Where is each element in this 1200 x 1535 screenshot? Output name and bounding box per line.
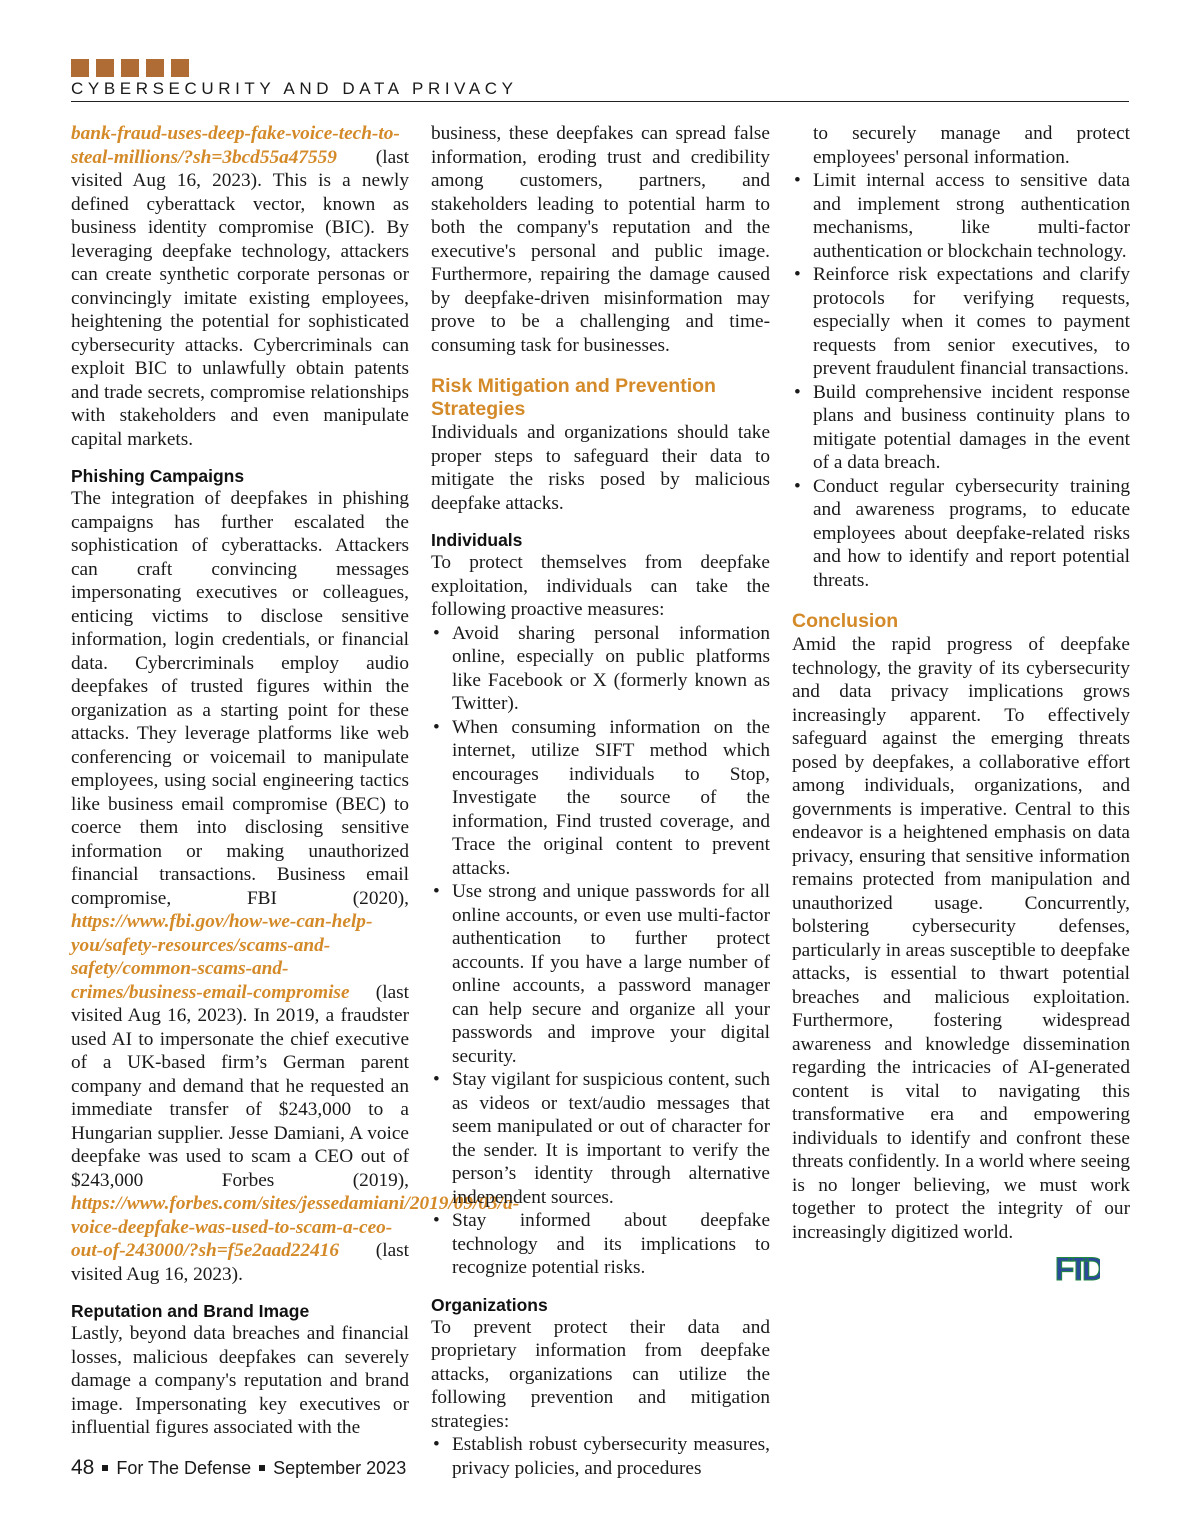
paragraph: Amid the rapid progress of deepfake technology, the gravity of its cybersecurity and data privacy implications grows increasingly apparent. To effectively safeguard against the emerging threats posed by deepfakes, a collaborative effort among individuals, organizations, and governments is imperative. Central to this endeavor is a heightened emphasis on data privacy, ensuring that sensitive information remains protected from manipulation and unauthorized usage. Concurrently, bolstering cybersecurity defenses, particularly in areas susceptible to deepfake attacks, is essential to thwart potential breaches and malicious exploitation. Furthermore, fostering widespread awareness and knowledge dissemination regarding the intricacies of AI-generated content is vital to navigating this transformative era and empowering individuals to identify and confront these threats confidently. In a world where seeing is no longer believing, we must work together to protect the integrity of our increasingly digitized world. [792,634,1130,1243]
paragraph: To prevent protect their data and proprietary information from deepfake attacks, organizations can utilize the following prevention and mitigation strategies: [431,1316,770,1432]
individuals-list [431,622,770,1280]
square-decoration [96,59,114,77]
list-item: • Avoid sharing personal information online, especially on public platforms like Facebook or X (formerly known as Twitter). [452,622,770,716]
heading-reputation: Reputation and Brand Image [71,1301,310,1321]
issue-date: September 2023 [273,1458,407,1478]
paragraph: To protect themselves from deepfake exploitation, individuals can take the following proactive measures: [431,552,770,620]
list-item-continued: to securely manage and protect employees' personal information. [813,123,1130,168]
bullet-separator [102,1465,108,1471]
list-item: • Limit internal access to sensitive data and implement strong authentication mechanisms, like multi-factor authentication or blockchain technology. [813,169,1130,263]
ftd-logo-icon [1054,1251,1100,1285]
list-item: • Reinforce risk expectations and clarify protocols for verifying requests, especially when it comes to payment requests from senior executives, to prevent fraudulent financial transactions. [813,263,1130,381]
organizations-list-continued [792,169,1130,592]
section-title: CYBERSECURITY AND DATA PRIVACY [71,79,518,98]
square-decoration [146,59,164,77]
publication-name: For The Defense [116,1458,252,1478]
bullet-separator [259,1465,265,1471]
paragraph: business, these deepfakes can spread false information, eroding trust and credibility among customers, partners, and stakeholders leading to potential harm to both the company's reputation and the executive's personal and public image. Furthermore, repairing the damage caused by deepfake-driven misinformation may prove to be a challenging and time-consuming task for businesses. [431,123,770,356]
organizations-list [431,1433,770,1480]
header-squares [71,59,189,77]
column-3 [792,122,1130,1244]
page-number: 48 [71,1456,95,1479]
paragraph: Lastly, beyond data breaches and financial losses, malicious deepfakes can severely damage a company's reputation and brand image. Impersonating key executives or influential figures associated with the [71,1323,409,1438]
column-2 [431,122,770,1480]
square-decoration [171,59,189,77]
paragraph: The integration of deepfakes in phishing campaigns has further escalated the sophistication of cyberattacks. Attackers can craft convincing messages impersonating executives or colleagues, enticing victims to disclose sensitive information, login credentials, or financial data. Cybercriminals employ audio deepfakes of trusted figures within the organization as a starting point for these attacks. They leverage platforms like web conferencing or voicemail to manipulate employees, using social engineering tactics like business email compromise (BEC) to coerce them into disclosing sensitive information or making unauthorized financial transactions. Business email compromise, FBI (2020), https://www.fbi.gov/how-we-can-help-you/safety-resources/scams-and-safety/common-scams-and-crimes/business-email-compromise (last visited Aug 16, 2023). In 2019, a fraudster used AI to impersonate the chief executive of a UK-based firm’s German parent company and demand that he requested an immediate transfer of $243,000 to a Hungarian supplier. Jesse Damiani, A voice deepfake was used to scam a CEO out of $243,000 Forbes (2019), https://www.forbes.com/sites/jessedamiani/2019/09/03/a-voice-deepfake-was-used-to-scam-a-ceo-out-of-243000/?sh=f5e2aad22416 (last visited Aug 16, 2023). [71,488,520,1285]
list-item: • Establish robust cybersecurity measures, privacy policies, and procedures [452,1433,770,1480]
page-footer [71,1456,406,1480]
heading-conclusion: Conclusion [792,610,899,632]
list-item: • Use strong and unique passwords for all online accounts, or even use multi-factor authentication to further protect accounts. If you have a large number of online accounts, a password manager can help secure and organize all your passwords and improve your digital security. [452,880,770,1068]
list-item: • Stay informed about deepfake technology and its implications to recognize potential risks. [452,1209,770,1280]
forbes-bank-fraud-link[interactable]: bank-fraud-uses-deep-fake-voice-tech-to-steal-millions/?sh=3bcd55a47559 [71,123,400,168]
fbi-link[interactable]: https://www.fbi.gov/how-we-can-help-you/safety-resources/scams-and-safety/common-scams-and-crimes/business-email-compromise [71,911,373,1003]
heading-organizations: Organizations [431,1294,548,1315]
list-item: • Stay vigilant for suspicious content, such as videos or text/audio messages that seem manipulated or out of character for the sender. It is important to verify the person’s identity through alternative independent sources. [452,1068,770,1209]
logo-text: FTD [1054,1251,1100,1285]
list-item: • Conduct regular cybersecurity training and awareness programs, to educate employees about deepfake-related risks and how to identify and report potential threats. [813,475,1130,593]
square-decoration [121,59,139,77]
heading-phishing: Phishing Campaigns [71,466,245,486]
paragraph: bank-fraud-uses-deep-fake-voice-tech-to-steal-millions/?sh=3bcd55a47559 (last visited Aug 16, 2023). This is a newly defined cyberattack vector, known as business identity compromise (BIC). By leveraging deepfake technology, attackers can create synthetic corporate personas or convincingly imitate existing employees, heightening the potential for sophisticated cybersecurity attacks. Cybercriminals can exploit BIC to unlawfully obtain patents and trade secrets, compromise relationships with stakeholders and even manipulate capital markets. [71,123,409,450]
list-item: • When consuming information on the internet, utilize SIFT method which encourages individuals to Stop, Investigate the source of the information, Find trusted coverage, and Trace the original content to prevent attacks. [452,716,770,881]
section-header [71,79,1129,102]
heading-individuals: Individuals [431,530,523,550]
list-item: • Build comprehensive incident response plans and business continuity plans to mitigate potential damages in the event of a data breach. [813,381,1130,475]
paragraph: Individuals and organizations should take proper steps to safeguard their data to mitigate the risks posed by malicious deepfake attacks. [431,422,770,514]
square-decoration [71,59,89,77]
heading-risk-mitigation: Risk Mitigation and Prevention Strategies [431,375,716,420]
forbes-voice-deepfake-link[interactable]: https://www.forbes.com/sites/jessedamiani/2019/09/03/a-voice-deepfake-was-used-to-scam-a-ceo-out-of-243000/?sh=f5e2aad22416 [71,1193,520,1261]
